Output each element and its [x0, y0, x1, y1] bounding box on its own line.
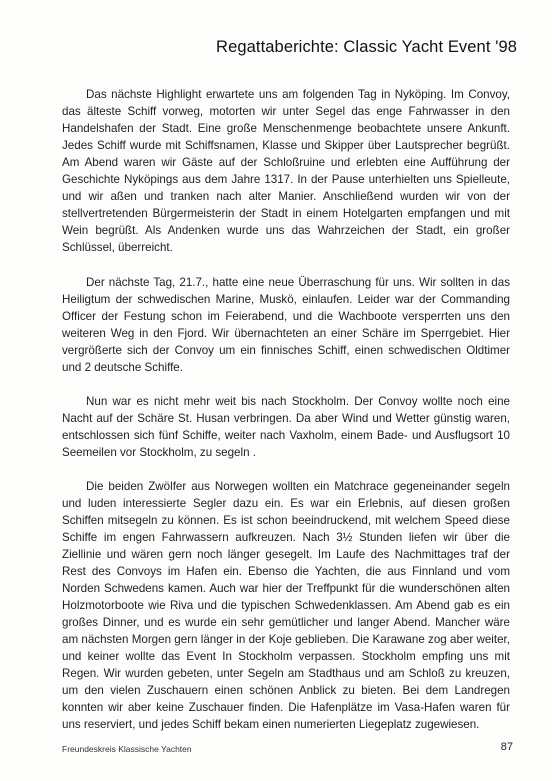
page-header-title: Regattaberichte: Classic Yacht Event '98: [216, 38, 517, 56]
paragraph-stockholm-approach: Nun war es nicht mehr weit bis nach Stockholm. Der Convoy wollte noch eine Nacht auf der Schäre St. Husan verbringen. Da aber Wind und Wetter günstig waren, entschlossen sich fünf Schiffe, weiter nach Vaxholm, einem Bade- und Ausflugsort 10 Seemeilen vor Stockholm, zu segeln .: [62, 395, 510, 459]
footer-publisher: Freundeskreis Klassische Yachten: [62, 744, 192, 754]
page-number: 87: [500, 741, 513, 753]
paragraph-muskoe: Der nächste Tag, 21.7., hatte eine neue Überraschung für uns. Wir sollten in das Heiligtum der schwedischen Marine, Muskö, einlaufen. Leider war der Commanding Officer der Festung schon im Feierabend, und die Wachboote versperrten uns den weiteren Weg in den Fjord. Wir übernachteten an einer Schäre im Sperrgebiet. Hier vergrößerte sich der Convoy um ein finnisches Schiff, einen schwedischen Oldtimer und 2 deutsche Schiffe.: [62, 276, 510, 374]
paragraph-nykoeping: Das nächste Highlight erwartete uns am folgenden Tag in Nyköping. Im Convoy, das älteste Schiff vorweg, motorten wir unter Segel das enge Fahrwasser in den Handelshafen der Stadt. Eine große Menschenmenge beobachtete unsere Ankunft. Jedes Schiff wurde mit Schiffsnamen, Klasse und Skipper über Lautsprecher begrüßt. Am Abend waren wir Gäste auf der Schloßruine und erlebten eine Aufführung der Geschichte Nyköpings aus dem Jahre 1317. In der Pause unterhielten uns Spielleute, und wir aßen und tranken nach alter Manier. Anschließend wurden wir von der stellvertretenden Bürgermeisterin der Stadt in einem Hotelgarten empfangen und mit Wein begrüßt. Als Andenken wurde uns das Wahrzeichen der Stadt, ein großer Schlüssel, überreicht.: [62, 88, 510, 254]
article-body: [62, 86, 510, 750]
paragraph-matchrace: Die beiden Zwölfer aus Norwegen wollten ein Matchrace gegeneinander segeln und luden interessierte Segler dazu ein. Es war ein Erlebnis, auf diesen großen Schiffen mitsegeln zu können. Es ist schon beeindruckend, mit welchem Speed diese Schiffe im engen Fahrwassern aufkreuzen. Nach 3½ Stunden liefen wir über die Ziellinie und wären gern noch länger gesegelt. Im Laufe des Nachmittages traf der Rest des Convoys im Hafen ein. Ebenso die Yachten, die aus Finnland und vom Norden Schwedens kamen. Auch war hier der Treffpunkt für die wunderschönen alten Holzmotorboote wie Riva und die typischen Schwedenklassen. Am Abend gab es ein großes Dinner, und es wurde ein sehr gemütlicher und langer Abend. Mancher wäre am nächsten Morgen gern länger in der Koje geblieben. Die Karawane zog aber weiter, und keiner wollte das Event In Stockholm verpassen. Stockholm empfing uns mit Regen. Wir wurden gebeten, unter Segeln am Stadthaus und am Schloß zu kreuzen, um den vielen Zuschauern einen schönen Anblick zu bieten. Bei dem Landregen konnten wir aber keine Zuschauer finden. Die Hafenplätze im Vasa-Hafen waren für uns reserviert, und jedes Schiff bekam einen numerierten Liegeplatz zugewiesen.: [62, 480, 510, 731]
